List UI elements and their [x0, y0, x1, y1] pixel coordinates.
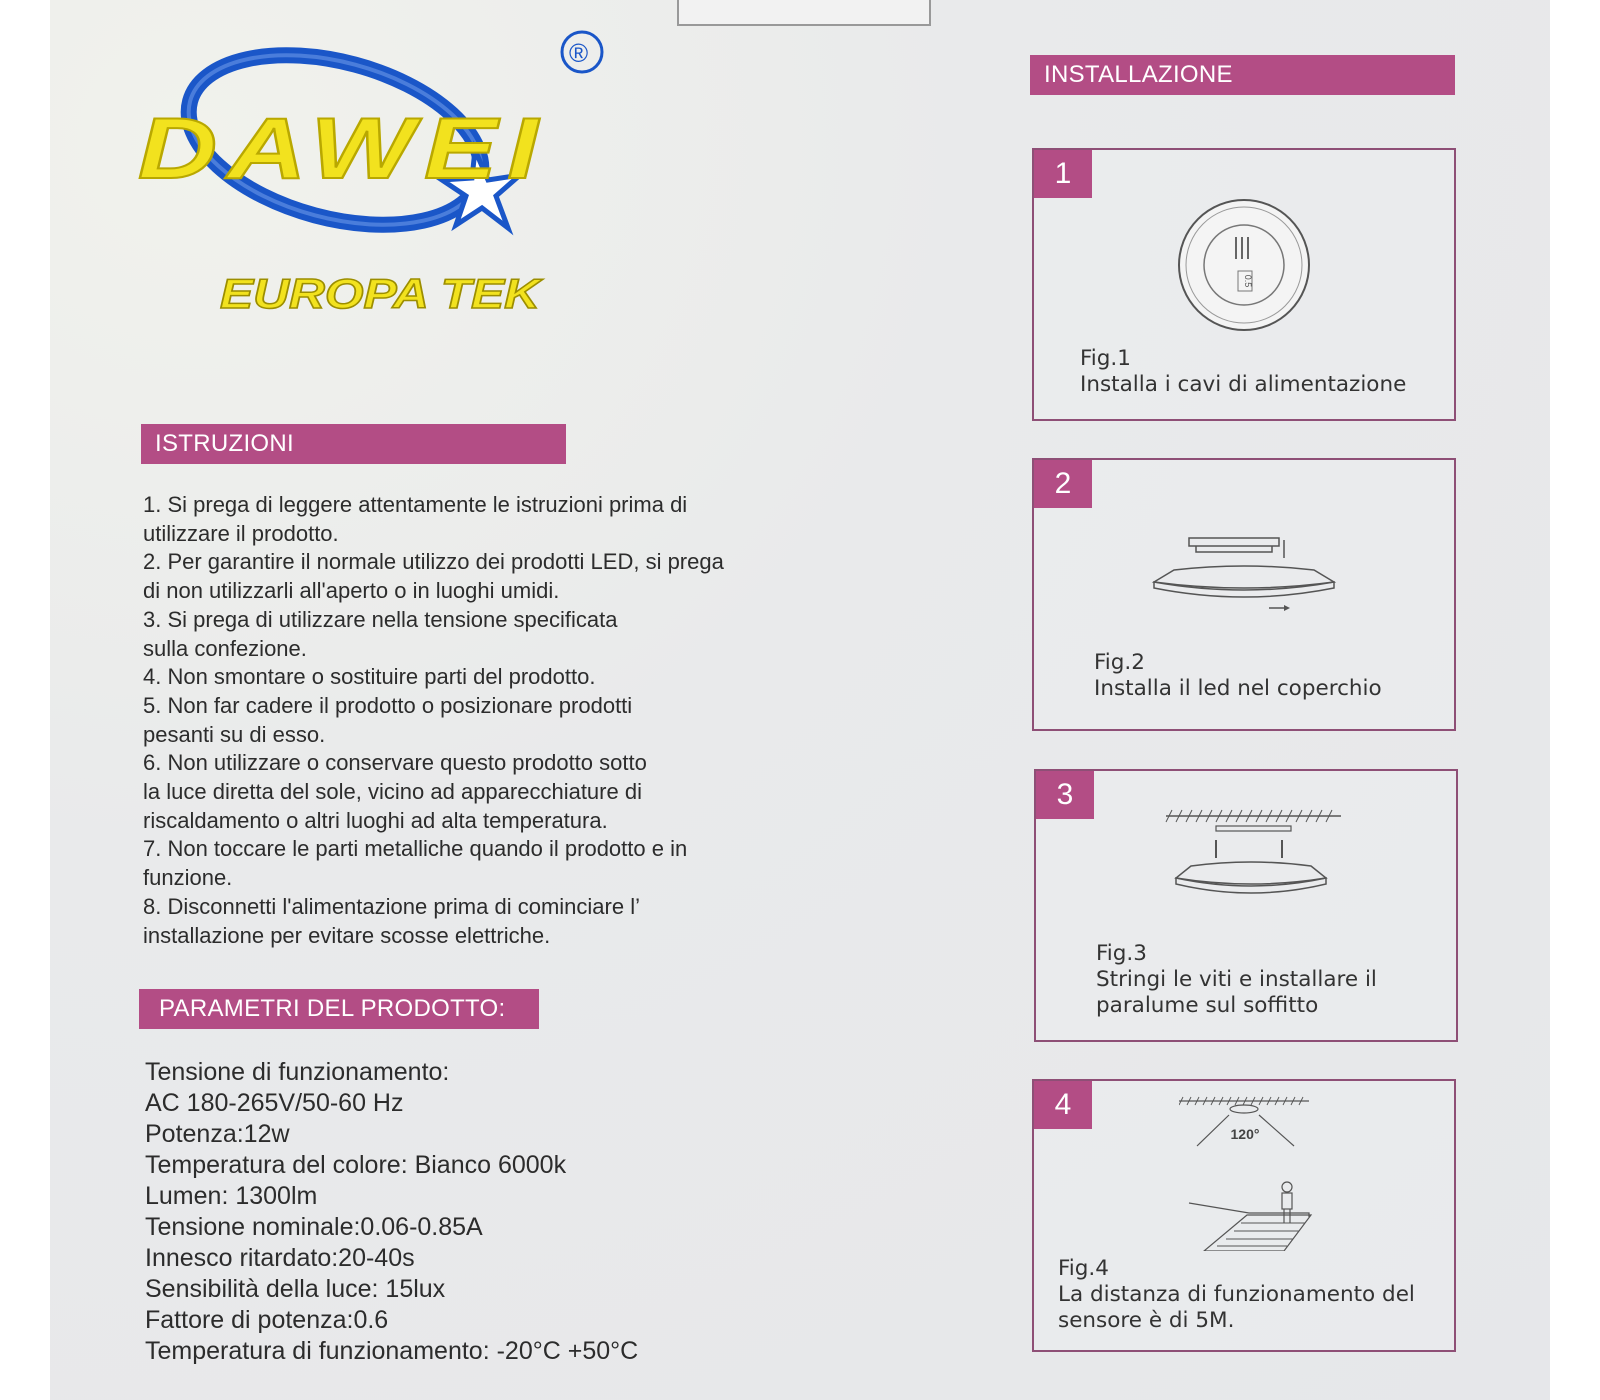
instruction-line: sulla confezione.: [143, 635, 307, 661]
dawei-logo: [120, 20, 620, 340]
logo-wordmark: DAWEI: [138, 101, 548, 197]
package-flap: [677, 0, 931, 26]
step-number: 2: [1034, 460, 1092, 508]
parameter-line: Tensione di funzionamento:: [145, 1058, 450, 1086]
parameter-line: AC 180-265V/50-60 Hz: [145, 1089, 404, 1117]
instruction-line: installazione per evitare scosse elettriche.: [143, 922, 551, 948]
step-number: 1: [1034, 150, 1092, 198]
dial-label: 0.5: [1243, 274, 1253, 288]
fig-caption-line: paralume sul soffitto: [1096, 993, 1319, 1018]
install-step-1: [1032, 148, 1456, 421]
instructions-list: [143, 491, 863, 950]
instruction-line: la luce diretta del sole, vicino ad apparecchiature di: [143, 779, 642, 805]
parametri-heading: PARAMETRI DEL PRODOTTO:: [139, 989, 539, 1029]
fig-label: Fig.2: [1094, 650, 1145, 675]
fig-label: Fig.3: [1096, 941, 1147, 966]
instruction-line: 7. Non toccare le parti metalliche quando il prodotto e in: [143, 836, 688, 862]
install-step-2: [1032, 458, 1456, 731]
instruction-line: 6. Non utilizzare o conservare questo prodotto sotto: [143, 750, 647, 776]
angle-label: 120°: [1230, 1126, 1260, 1142]
parameter-line: Sensibilità della luce: 15lux: [145, 1275, 446, 1303]
fig-label: Fig.4: [1058, 1256, 1109, 1281]
instruction-line: 5. Non far cadere il prodotto o posizionare prodotti: [143, 692, 633, 718]
parameter-line: Fattore di potenza:0.6: [145, 1306, 389, 1334]
instruction-line: 4. Non smontare o sostituire parti del prodotto.: [143, 664, 596, 690]
fig-label: Fig.1: [1080, 346, 1131, 371]
instruction-line: 1. Si prega di leggere attentamente le istruzioni prima di: [143, 492, 688, 517]
fig-caption-line: Installa il led nel coperchio: [1094, 676, 1382, 701]
instruction-line: pesanti su di esso.: [143, 721, 326, 747]
parameter-line: Tensione nominale:0.06-0.85A: [145, 1213, 483, 1241]
istruzioni-heading: ISTRUZIONI: [141, 424, 566, 464]
instruction-line: utilizzare il prodotto.: [143, 520, 339, 546]
instruction-line: 8. Disconnetti l'alimentazione prima di cominciare l’: [143, 893, 640, 919]
fig-caption-line: Installa i cavi di alimentazione: [1080, 372, 1407, 397]
fig-caption-line: sensore è di 5M.: [1058, 1308, 1235, 1333]
sensor-range-icon: [1179, 1091, 1339, 1251]
install-step-3: [1034, 769, 1458, 1042]
instruction-line: 3. Si prega di utilizzare nella tensione specificata: [143, 606, 618, 632]
product-parameters: [145, 1057, 865, 1367]
instruction-line: 2. Per garantire il normale utilizzo dei prodotti LED, si prega: [143, 549, 724, 575]
step-number: 3: [1036, 771, 1094, 819]
parameter-line: Lumen: 1300lm: [145, 1182, 318, 1210]
install-step-4: [1032, 1079, 1456, 1352]
instruction-line: funzione.: [143, 865, 233, 891]
instruction-line: di non utilizzarli all'aperto o in luoghi umidi.: [143, 578, 560, 604]
parameter-line: Potenza:12w: [145, 1120, 290, 1148]
step-number: 4: [1034, 1081, 1092, 1129]
parameter-line: Innesco ritardato:20-40s: [145, 1244, 415, 1272]
registered-mark: ®: [569, 38, 589, 68]
instruction-line: riscaldamento o altri luoghi ad alta temperatura.: [143, 807, 608, 833]
parameter-line: Temperatura di funzionamento: -20°C +50°C: [145, 1337, 639, 1365]
fig-caption-line: Stringi le viti e installare il: [1096, 967, 1377, 992]
installazione-heading: INSTALLAZIONE: [1030, 55, 1455, 95]
parameter-line: Temperatura del colore: Bianco 6000k: [145, 1151, 567, 1179]
logo-subtitle: EUROPA TEK: [220, 270, 544, 317]
ceiling-mount-icon: [1156, 806, 1356, 916]
fig-caption-line: La distanza di funzionamento del: [1058, 1282, 1415, 1307]
ceiling-light-top-icon: [1174, 195, 1314, 335]
led-cover-icon: [1144, 530, 1354, 620]
